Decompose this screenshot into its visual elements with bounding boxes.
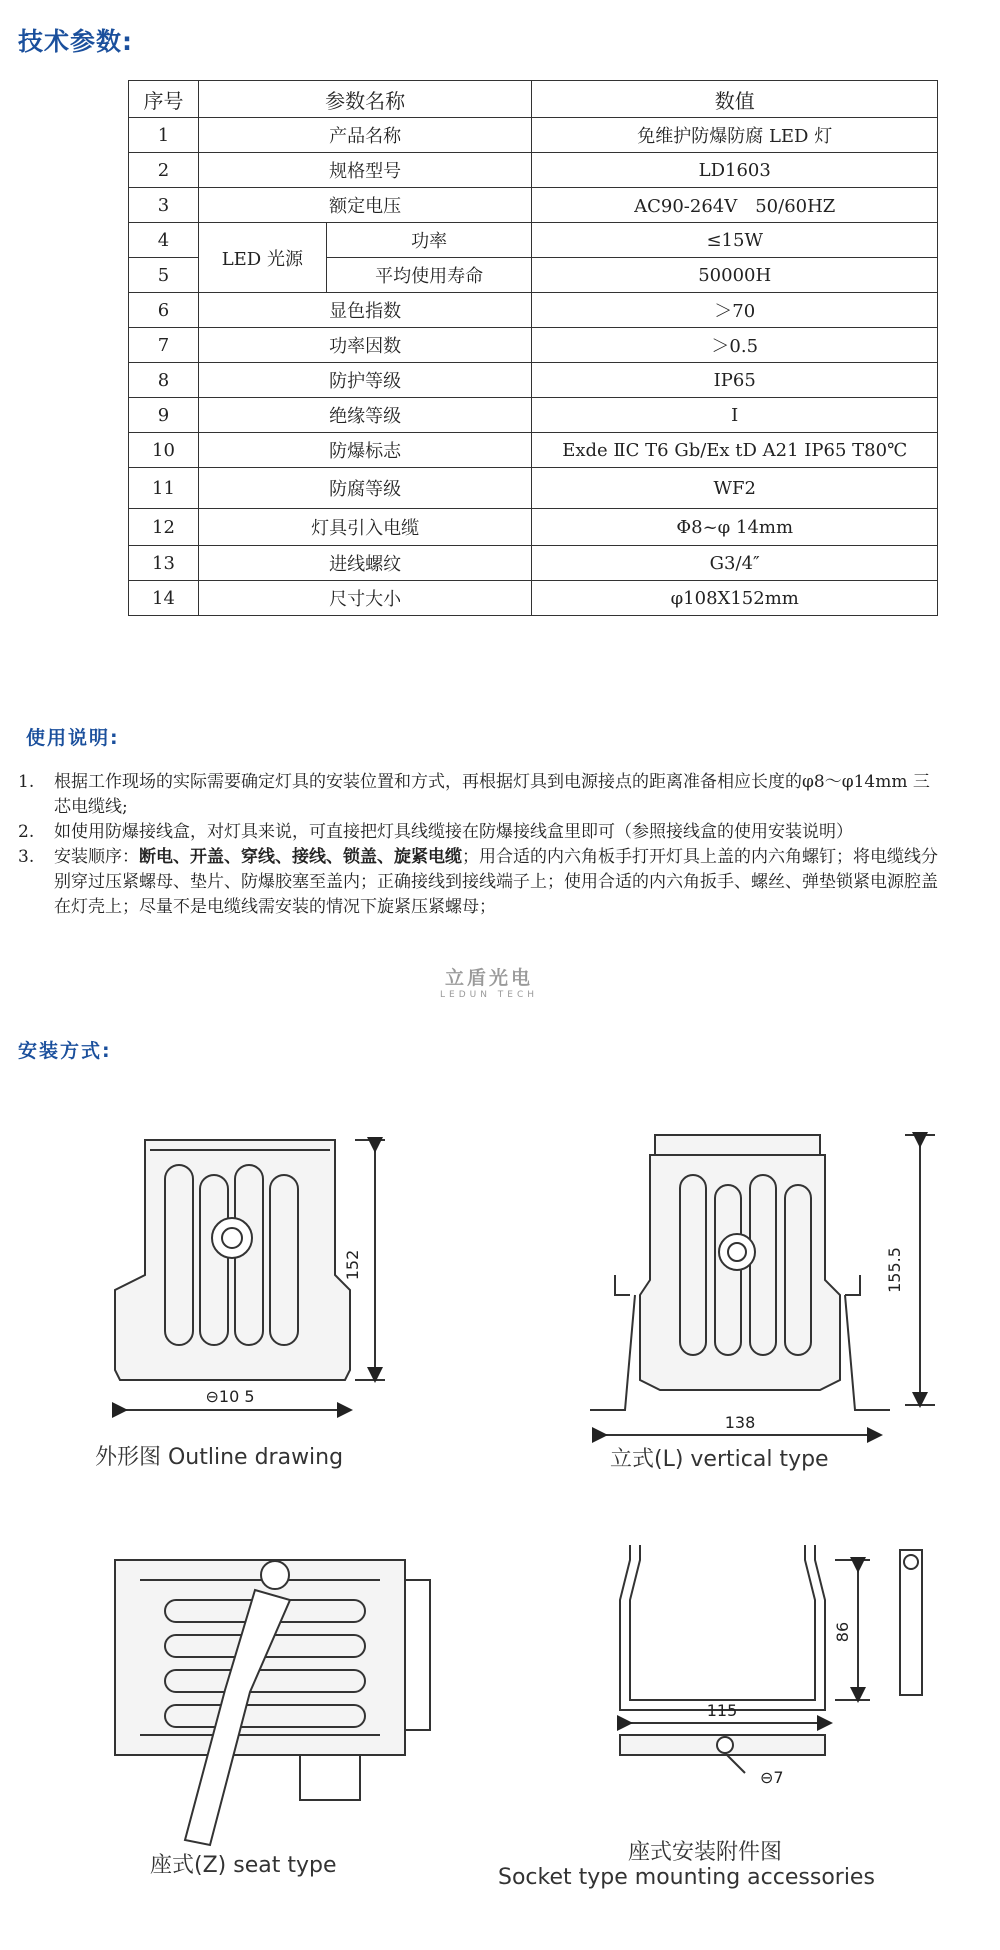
dim-acc-width: 115 bbox=[706, 1701, 738, 1720]
row-no: 9 bbox=[129, 398, 199, 433]
usage-item-number: 1. bbox=[18, 772, 35, 792]
usage-title: 使用说明: bbox=[26, 727, 120, 749]
usage-item-3 bbox=[18, 845, 938, 920]
row-value: φ108X152mm bbox=[532, 581, 938, 616]
row-name: 功率因数 bbox=[198, 328, 532, 363]
table-row bbox=[129, 328, 938, 363]
row-value: AC90-264V 50/60HZ bbox=[532, 188, 938, 223]
usage-item-suffix: ；用合适的内六角板手打开灯具上盖的内六角螺钉；将电缆线分别穿过压紧螺母、垫片、防爆胶塞至盖内；正确接线到接线端子上；使用合适的内六角扳手、螺丝、弹垫锁紧电源腔盖在灯壳上；尽量不是电缆线需安装的情况下旋紧压紧螺母； bbox=[54, 847, 938, 917]
table-row bbox=[129, 118, 938, 153]
usage-item-text: 如使用防爆接线盒，对灯具来说，可直接把灯具线缆接在防爆接线盒里即可（参照接线盒的使用安装说明） bbox=[54, 822, 853, 842]
row-no: 13 bbox=[129, 546, 199, 581]
table-row bbox=[129, 509, 938, 546]
spec-header-row bbox=[129, 81, 938, 118]
watermark-en: LEDUN TECH bbox=[440, 990, 539, 1000]
row-value: 50000H bbox=[532, 258, 938, 293]
caption-accessories-cn: 座式安装附件图 bbox=[628, 1840, 783, 1865]
row-value: 免维护防爆防腐 LED 灯 bbox=[532, 118, 938, 153]
watermark-logo bbox=[440, 963, 538, 1000]
row-name: 进线螺纹 bbox=[198, 546, 532, 581]
row-value: WF2 bbox=[532, 468, 938, 509]
col-header-no: 序号 bbox=[129, 81, 199, 118]
row-name: 显色指数 bbox=[198, 293, 532, 328]
row-name: 产品名称 bbox=[198, 118, 532, 153]
row-no: 11 bbox=[129, 468, 199, 509]
caption-seat: 座式(Z) seat type bbox=[150, 1853, 337, 1878]
table-row bbox=[129, 468, 938, 509]
table-row bbox=[129, 581, 938, 616]
vertical-type-drawing bbox=[590, 1135, 935, 1435]
caption-outline: 外形图 Outline drawing bbox=[95, 1445, 344, 1470]
row-group-led: LED 光源 bbox=[198, 223, 326, 293]
col-header-value: 数值 bbox=[532, 81, 938, 118]
usage-item-2 bbox=[18, 820, 938, 845]
table-row bbox=[129, 433, 938, 468]
table-row bbox=[129, 293, 938, 328]
table-row bbox=[129, 546, 938, 581]
caption-vertical: 立式(L) vertical type bbox=[610, 1447, 829, 1472]
row-value: ≤15W bbox=[532, 223, 938, 258]
row-no: 10 bbox=[129, 433, 199, 468]
usage-item-text: 根据工作现场的实际需要确定灯具的安装位置和方式，再根据灯具到电源接点的距离准备相应长度的φ8～φ14mm 三芯电缆线; bbox=[54, 772, 930, 817]
row-name: 尺寸大小 bbox=[198, 581, 532, 616]
table-row bbox=[129, 223, 938, 258]
row-name: 额定电压 bbox=[198, 188, 532, 223]
row-no: 7 bbox=[129, 328, 199, 363]
usage-item-number: 2. bbox=[18, 822, 35, 842]
row-value: ＞70 bbox=[532, 293, 938, 328]
row-name: 规格型号 bbox=[198, 153, 532, 188]
row-name: 功率 bbox=[326, 223, 532, 258]
caption-accessories-en: Socket type mounting accessories bbox=[498, 1865, 875, 1890]
row-value: Φ8~φ 14mm bbox=[532, 509, 938, 546]
col-header-name: 参数名称 bbox=[198, 81, 532, 118]
row-value: LD1603 bbox=[532, 153, 938, 188]
watermark-cn: 立盾光电 bbox=[445, 967, 534, 989]
dim-outline-width: ⊖10 5 bbox=[205, 1387, 255, 1406]
row-value: Exde ⅡC T6 Gb/Ex tD A21 IP65 T80℃ bbox=[532, 433, 938, 468]
specs-title: 技术参数: bbox=[18, 27, 133, 56]
dim-acc-height: 86 bbox=[833, 1621, 852, 1643]
row-no: 6 bbox=[129, 293, 199, 328]
table-row bbox=[129, 363, 938, 398]
row-no: 8 bbox=[129, 363, 199, 398]
row-value: Ⅰ bbox=[532, 398, 938, 433]
row-no: 4 bbox=[129, 223, 199, 258]
table-row bbox=[129, 153, 938, 188]
usage-item-bold-steps: 断电、开盖、穿线、接线、锁盖、旋紧电缆 bbox=[139, 847, 462, 867]
dim-vertical-height: 155.5 bbox=[885, 1247, 904, 1293]
row-no: 1 bbox=[129, 118, 199, 153]
dim-outline-height: 152 bbox=[343, 1249, 362, 1281]
usage-item-prefix: 安装顺序： bbox=[54, 847, 139, 867]
table-row bbox=[129, 188, 938, 223]
usage-item-number: 3. bbox=[18, 847, 35, 867]
row-no: 12 bbox=[129, 509, 199, 546]
row-name: 防腐等级 bbox=[198, 468, 532, 509]
table-row bbox=[129, 398, 938, 433]
install-title: 安装方式: bbox=[18, 1040, 112, 1062]
usage-item-1 bbox=[18, 770, 938, 820]
row-no: 3 bbox=[129, 188, 199, 223]
installation-drawings bbox=[0, 1080, 1000, 1940]
socket-accessories-drawing bbox=[620, 1545, 922, 1773]
row-no: 5 bbox=[129, 258, 199, 293]
seat-type-drawing bbox=[115, 1560, 430, 1845]
row-no: 14 bbox=[129, 581, 199, 616]
row-value: ＞0.5 bbox=[532, 328, 938, 363]
row-value: G3/4″ bbox=[532, 546, 938, 581]
row-value: IP65 bbox=[532, 363, 938, 398]
spec-table bbox=[128, 80, 938, 616]
row-name: 绝缘等级 bbox=[198, 398, 532, 433]
row-name: 灯具引入电缆 bbox=[198, 509, 532, 546]
row-name: 平均使用寿命 bbox=[326, 258, 532, 293]
dim-acc-hole: ⊖7 bbox=[760, 1768, 784, 1787]
row-name: 防护等级 bbox=[198, 363, 532, 398]
row-name: 防爆标志 bbox=[198, 433, 532, 468]
usage-list bbox=[18, 770, 938, 920]
row-no: 2 bbox=[129, 153, 199, 188]
dim-vertical-width: 138 bbox=[724, 1413, 756, 1432]
